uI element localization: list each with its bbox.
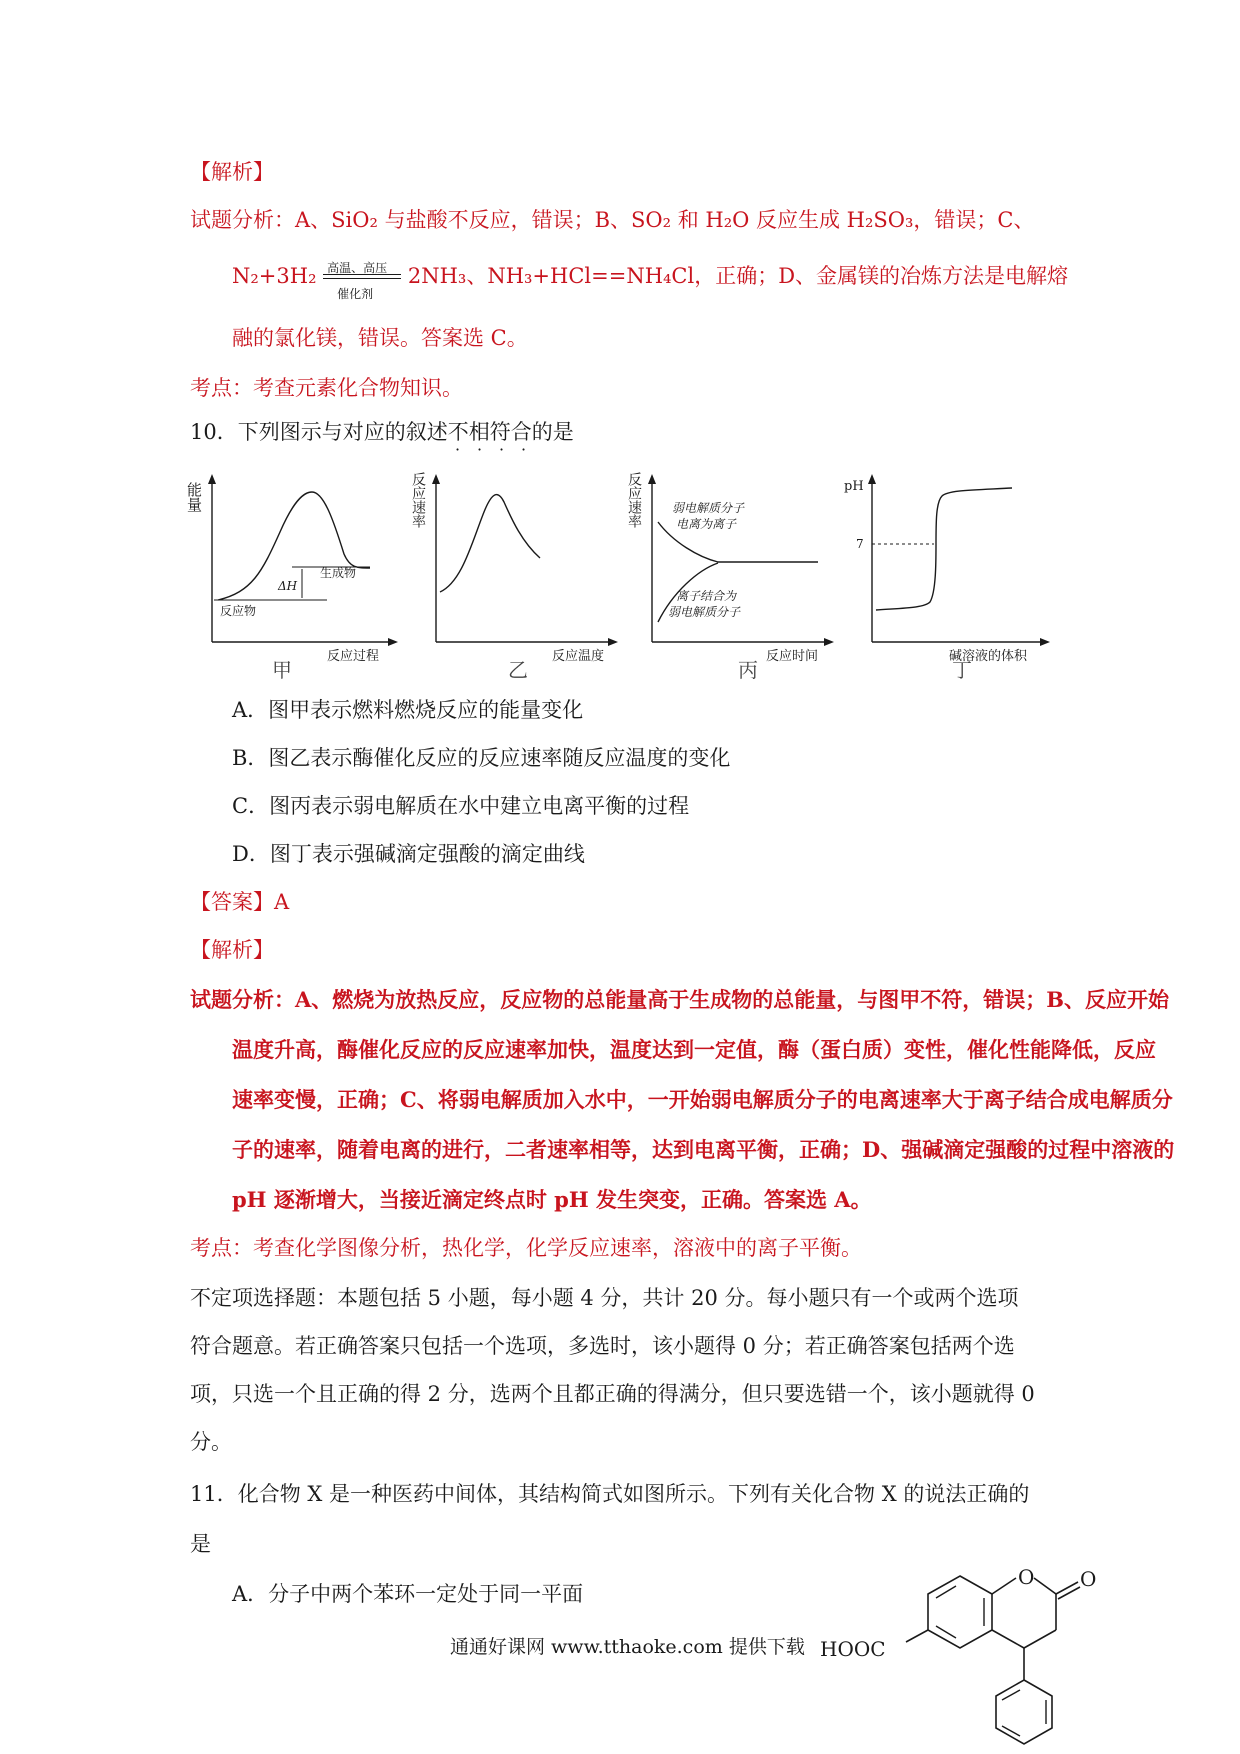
graph-ding-seven: 7: [856, 537, 864, 551]
q10-option-d: D．图丁表示强碱滴定强酸的滴定曲线: [232, 842, 585, 866]
q11-stem-line2: 是: [190, 1532, 211, 1556]
graph-bing-lower-1: 离子结合为: [676, 589, 737, 603]
graph-bing-xlabel: 反应时间: [766, 649, 819, 664]
q10-analysis-line1: 试题分析：A、燃烧为放热反应，反应物的总能量高于生成物的总能量，与图甲不符，错误；B、反应开始: [190, 987, 1170, 1012]
graph-jia-dh: ΔH: [278, 579, 298, 593]
q10-option-c: C．图丙表示弱电解质在水中建立电离平衡的过程: [232, 794, 690, 818]
emphasis-dot: ·: [477, 440, 483, 459]
graph-yi: [412, 462, 622, 662]
jiexi-tag-q9: 【解析】: [190, 160, 274, 184]
graph-jia-xlabel: 反应过程: [327, 649, 380, 664]
jiexi-tag-q10: 【解析】: [190, 938, 274, 962]
arrow-line-top: [323, 274, 401, 275]
graph-yi-caption: 乙: [508, 658, 528, 682]
q9-reaction-line: [232, 261, 1069, 301]
compound-x-structure: [820, 1556, 1120, 1752]
q10-analysis-line2: 温度升高，酶催化反应的反应速率加快，温度达到一定值，酶（蛋白质）变性，催化性能降低，反应: [232, 1037, 1156, 1062]
q10-option-a: A．图甲表示燃料燃烧反应的能量变化: [232, 698, 584, 722]
graph-jia-product: 生成物: [320, 566, 357, 580]
page-footer: 通通好课网 www.tthaoke.com 提供下载: [450, 1636, 805, 1658]
graph-jia-reactant: 反应物: [220, 604, 257, 618]
ring-oxygen: O: [1018, 1565, 1035, 1589]
emphasis-dot: ·: [499, 440, 505, 459]
instruction-line3: 项，只选一个且正确的得 2 分，选两个且都正确的得满分，但只要选错一个，该小题就得 0: [190, 1382, 1035, 1406]
q10-stem: 10．下列图示与对应的叙述不相符合的是: [190, 420, 574, 444]
carbonyl-oxygen: O: [1080, 1567, 1097, 1591]
q11-option-a: A．分子中两个苯环一定处于同一平面: [232, 1582, 584, 1606]
q9-analysis-line3: 融的氯化镁，错误。答案选 C。: [232, 326, 528, 350]
reaction-right: 2NH₃、NH₃+HCl==NH₄Cl，正确；D、金属镁的冶炼方法是电解熔: [407, 264, 1069, 288]
q11-stem-line1: 11．化合物 X 是一种医药中间体，其结构简式如图所示。下列有关化合物 X 的说法正确的: [190, 1482, 1030, 1506]
graph-yi-xlabel: 反应温度: [552, 649, 605, 664]
q10-analysis-line4: 子的速率，随着电离的进行，二者速率相等，达到电离平衡，正确；D、强碱滴定强酸的过程中溶液的: [232, 1137, 1175, 1162]
graph-ding-ylabel: pH: [844, 479, 864, 494]
graph-ding: [844, 462, 1054, 662]
graph-bing-caption: 丙: [738, 658, 758, 682]
graph-jia-caption: 甲: [272, 658, 292, 682]
graph-ding-xlabel: 碱溶液的体积: [949, 649, 1028, 664]
q10-kaodian: 考点：考查化学图像分析，热化学，化学反应速率，溶液中的离子平衡。: [190, 1236, 862, 1260]
cooh-group: HOOC: [820, 1637, 886, 1661]
instruction-line2: 符合题意。若正确答案只包括一个选项，多选时，该小题得 0 分；若正确答案包括两个选: [190, 1334, 1015, 1358]
q10-analysis-line3: 速率变慢，正确；C、将弱电解质加入水中，一开始弱电解质分子的电离速率大于离子结合成电解质分: [232, 1087, 1173, 1112]
graph-jia: [185, 462, 402, 664]
graph-ding-caption: 丁: [952, 658, 972, 682]
emphasis-dot: ·: [455, 440, 461, 459]
instruction-line1: 不定项选择题：本题包括 5 小题，每小题 4 分，共计 20 分。每小题只有一个或两个选项: [190, 1286, 1019, 1310]
graph-bing-lower-2: 弱电解质分子: [668, 605, 741, 619]
emphasis-dot: ·: [521, 440, 527, 459]
graph-bing-ylabel: 反应速率: [626, 472, 642, 528]
graph-bing-upper-1: 弱电解质分子: [672, 501, 745, 515]
graph-jia-ylabel: 能量: [185, 482, 203, 512]
graph-yi-ylabel: 反应速率: [410, 472, 426, 528]
reaction-condition-top: 高温、高压: [327, 261, 388, 275]
q10-option-b: B．图乙表示酶催化反应的反应速率随反应温度的变化: [232, 746, 731, 770]
arrow-line-bottom: [323, 278, 401, 279]
reaction-arrow: [323, 261, 401, 301]
instruction-line4: 分。: [190, 1430, 232, 1454]
q9-kaodian: 考点：考查元素化合物知识。: [190, 376, 463, 400]
graph-bing: [628, 462, 838, 662]
graph-bing-upper-2: 电离为离子: [676, 517, 737, 531]
q9-analysis-line1: 试题分析：A、SiO₂ 与盐酸不反应，错误；B、SO₂ 和 H₂O 反应生成 H₂SO₃，错误；C、: [190, 208, 1035, 232]
q10-analysis-line5: pH 逐渐增大，当接近滴定终点时 pH 发生突变，正确。答案选 A。: [232, 1187, 872, 1212]
q10-answer: 【答案】A: [190, 890, 290, 914]
reaction-condition-bottom: 催化剂: [337, 287, 374, 301]
reaction-left: N₂+3H₂: [232, 264, 317, 288]
